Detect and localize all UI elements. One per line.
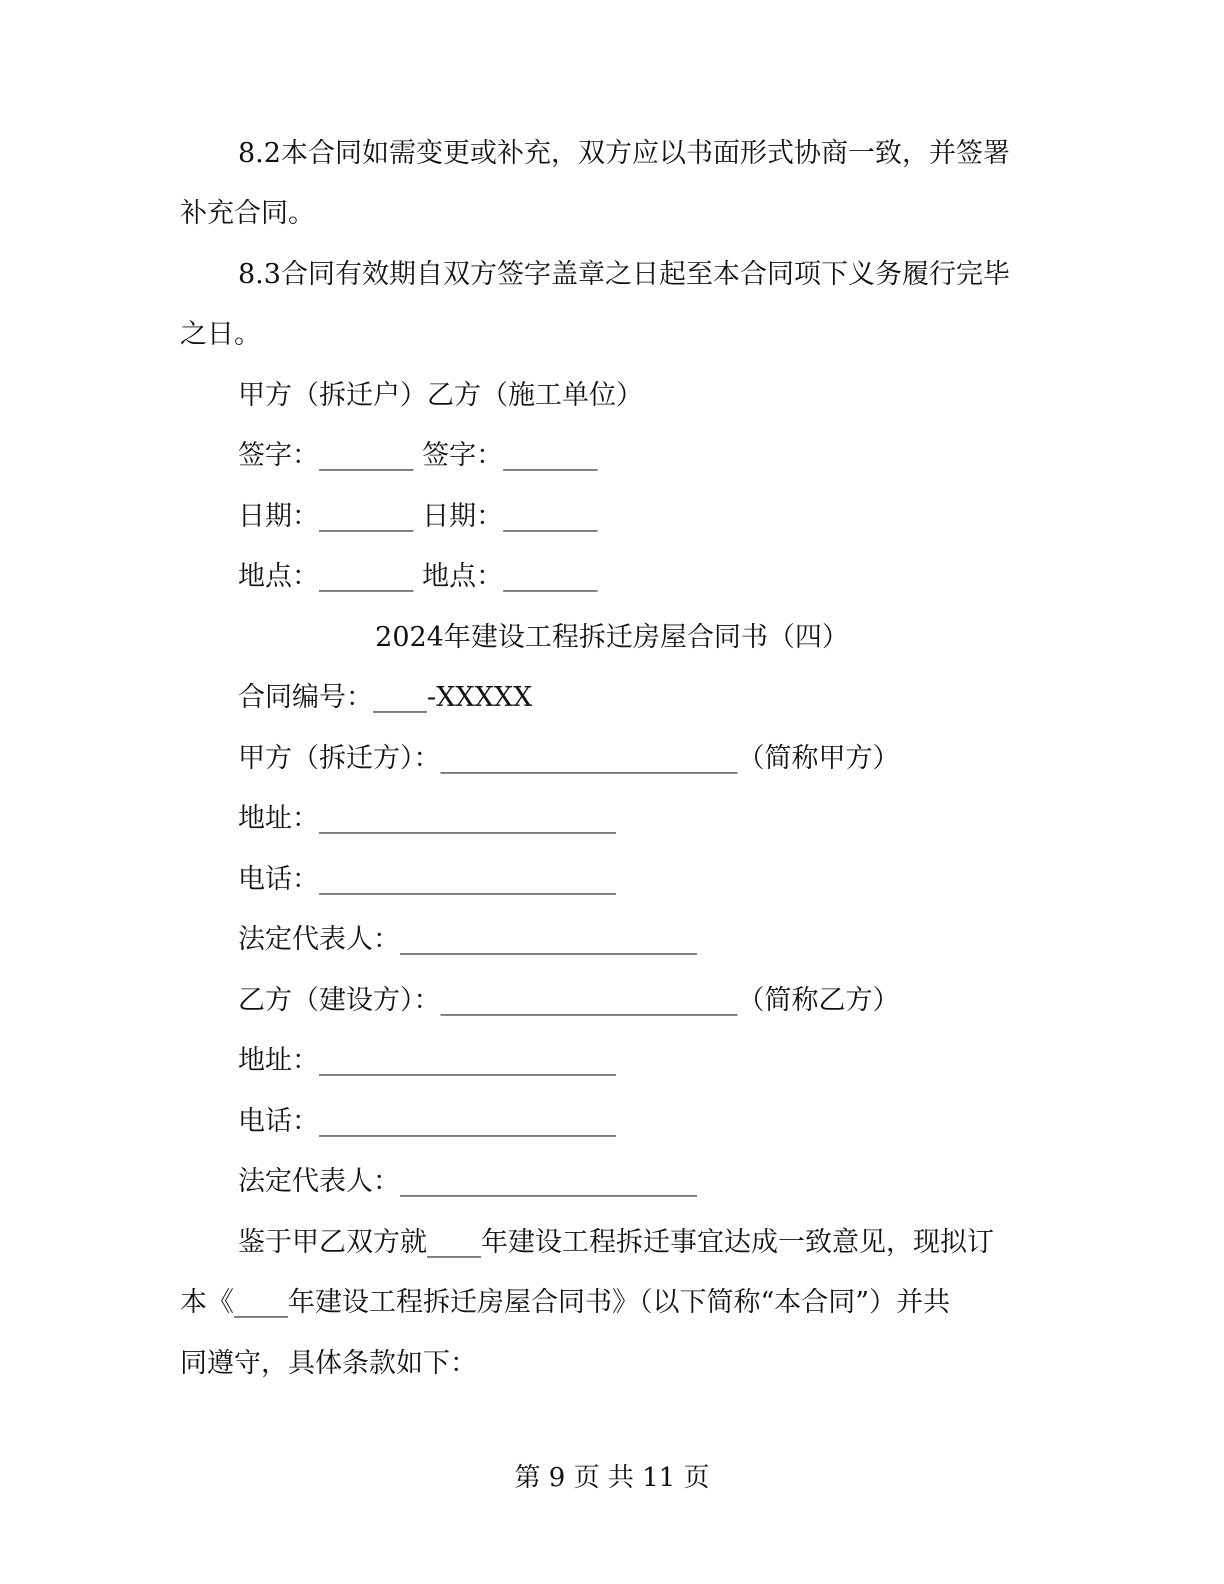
party-b-address: 地址：______________________ — [238, 1045, 616, 1076]
preamble-line-1: 鉴于甲乙双方就____年建设工程拆迁事宜达成一致意见，现拟订 — [238, 1227, 994, 1258]
party-a-representative: 法定代表人：______________________ — [238, 924, 697, 955]
clause-8-3-line-2: 之日。 — [180, 319, 261, 350]
party-a-name: 甲方（拆迁方）：______________________（简称甲方） — [238, 743, 900, 774]
party-b-representative: 法定代表人：______________________ — [238, 1166, 697, 1197]
contract-number: 合同编号：____-XXXXX — [238, 682, 533, 713]
clause-8-2-line-1: 8.2本合同如需变更或补充，双方应以书面形式协商一致，并签署 — [238, 138, 1010, 169]
signature-date-line: 日期：_______ 日期：_______ — [238, 501, 598, 532]
clause-8-2-line-2: 补充合同。 — [180, 198, 315, 229]
preamble-line-3: 同遵守，具体条款如下： — [180, 1348, 477, 1379]
party-a-address: 地址：______________________ — [238, 803, 616, 834]
preamble-line-2: 本《____年建设工程拆迁房屋合同书》（以下简称“本合同”）并共 — [180, 1287, 951, 1318]
clause-8-3-line-1: 8.3合同有效期自双方签字盖章之日起至本合同项下义务履行完毕 — [238, 259, 1010, 290]
party-a-phone: 电话：______________________ — [238, 864, 616, 895]
signature-sign-line: 签字：_______ 签字：_______ — [238, 440, 598, 471]
page-footer: 第 9 页 共 11 页 — [514, 1463, 710, 1493]
signature-place-line: 地点：_______ 地点：_______ — [238, 561, 598, 592]
contract-title: 2024年建设工程拆迁房屋合同书（四） — [375, 622, 849, 653]
party-b-phone: 电话：______________________ — [238, 1106, 616, 1137]
party-b-name: 乙方（建设方）：______________________（简称乙方） — [238, 985, 900, 1016]
signature-parties: 甲方（拆迁户）乙方（施工单位） — [238, 380, 643, 411]
